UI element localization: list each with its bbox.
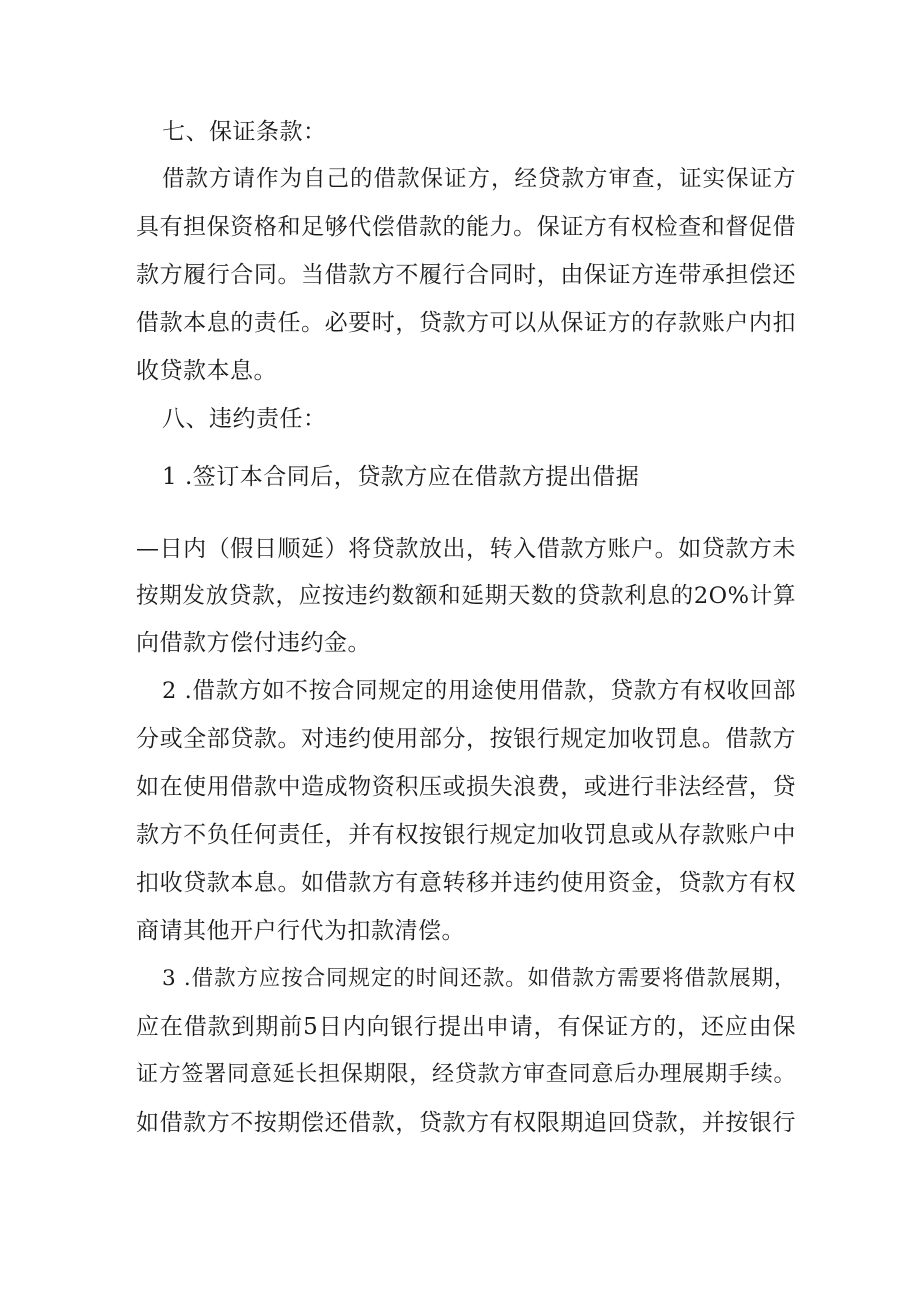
item-2-line-3: 如在使用借款中造成物资积压或损失浪费，或进行非法经营，贷 — [136, 774, 796, 800]
item-3-line-4: 如借款方不按期偿还借款，贷款方有权限期追回贷款，并按银行 — [136, 1110, 796, 1136]
item-3-line-2: 应在借款到期前5日内向银行提出申请，有保证方的，还应由保 — [136, 1014, 796, 1040]
section-7-line-1: 借款方请作为自己的借款保证方，经贷款方审查，证实保证方 — [162, 166, 796, 192]
section-7-line-3: 款方履行合同。当借款方不履行合同时，由保证方连带承担偿还 — [136, 262, 796, 288]
item-1-line-3: 按期发放贷款，应按违约数额和延期天数的贷款利息的2O%计算 — [136, 583, 796, 609]
item-1-first-line: 1 .签订本合同后，贷款方应在借款方提出借据 — [162, 464, 640, 490]
section-7-line-5: 收贷款本息。 — [136, 358, 277, 384]
item-2-line-6: 商请其他开户行代为扣款清偿。 — [136, 918, 465, 944]
section-8-heading: 八、违约责任： — [162, 406, 327, 432]
item-2-line-5: 扣收贷款本息。如借款方有意转移并违约使用资金，贷款方有权 — [136, 870, 796, 896]
item-3-line-3: 证方签署同意延长担保期限，经贷款方审查同意后办理展期手续。 — [136, 1062, 796, 1087]
item-2-line-4: 款方不负任何责任，并有权按银行规定加收罚息或从存款账户中 — [136, 822, 796, 848]
section-7-line-2: 具有担保资格和足够代偿借款的能力。保证方有权检查和督促借 — [136, 214, 796, 240]
section-7-line-4: 借款本息的责任。必要时，贷款方可以从保证方的存款账户内扣 — [136, 310, 796, 336]
item-1-line-2: —日内（假日顺延）将贷款放出，转入借款方账户。如贷款方未 — [136, 536, 796, 562]
item-2-line-1: 2 .借款方如不按合同规定的用途使用借款，贷款方有权收回部 — [162, 678, 796, 704]
section-7-heading: 七、保证条款： — [162, 119, 327, 145]
item-1-line-4: 向借款方偿付违约金。 — [136, 630, 371, 656]
item-2-line-2: 分或全部贷款。对违约使用部分，按银行规定加收罚息。借款方 — [136, 726, 796, 752]
item-3-line-1: 3 .借款方应按合同规定的时间还款。如借款方需要将借款展期， — [162, 966, 796, 991]
